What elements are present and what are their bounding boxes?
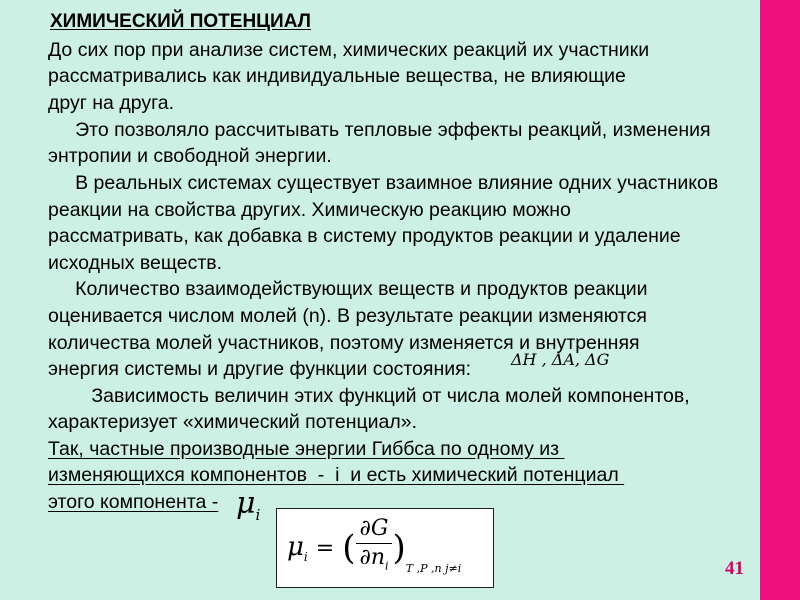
slide-title: ХИМИЧЕСКИЙ ПОТЕНЦИАЛ: [50, 11, 311, 32]
text-line-2: рассматривались как индивидуальные вещества, не влияющие: [48, 65, 626, 87]
inline-math-functions: ΔH , ΔA, ΔG: [511, 350, 610, 369]
text-line-13: энергия системы и другие функции состояния:: [48, 358, 472, 380]
text-line-8: рассматривать, как добавка в систему продуктов реакции и удаление: [48, 225, 681, 247]
side-stripe: [760, 0, 800, 600]
text-line-6: В реальных системах существует взаимное влияние одних участников: [48, 172, 719, 194]
text-line-10: Количество взаимодействующих веществ и продуктов реакции: [48, 278, 648, 300]
formula-open-paren: (: [342, 528, 356, 568]
text-line-12: количества молей участников, поэтому изменяется и внутренняя: [48, 332, 640, 354]
mu-symbol: $\mu_i$: [236, 486, 261, 524]
text-line-15: характеризует «химический потенциал».: [48, 411, 418, 433]
formula-denominator: $\partial n_i$: [359, 545, 389, 573]
formula-equals: =: [315, 535, 335, 561]
text-line-18: этого компонента -: [48, 491, 219, 513]
text-line-16: Так, частные производные энергии Гиббса по одному из: [48, 438, 565, 460]
text-line-17: изменяющихся компонентов - i и есть химический потенциал: [48, 464, 625, 486]
formula-lhs: $\mu_i$: [287, 531, 308, 565]
text-line-4: Это позволяло рассчитывать тепловые эффекты реакций, изменения: [48, 119, 711, 141]
text-line-3: друг на друга.: [48, 92, 175, 114]
formula-numerator: ∂G: [356, 515, 393, 544]
formula-subscript: T ,P ,n j≠i: [405, 562, 462, 575]
text-line-7: реакции на свойства других. Химическую реакцию можно: [48, 199, 571, 221]
chemical-potential-formula: [287, 513, 461, 583]
text-line-1: До сих пор при анализе систем, химических реакций их участники: [48, 39, 650, 61]
text-line-11: оценивается числом молей (n). В результате реакции изменяются: [48, 305, 647, 327]
formula-fraction: [355, 515, 392, 580]
text-line-5: энтропии и свободной энергии.: [48, 145, 332, 167]
formula-close-paren: ): [392, 528, 406, 568]
text-line-14: Зависимость величин этих функций от числа молей компонентов,: [48, 385, 690, 407]
formula-box: [276, 508, 494, 588]
text-line-9: исходных веществ.: [48, 252, 223, 274]
page-number: 41: [725, 558, 744, 579]
